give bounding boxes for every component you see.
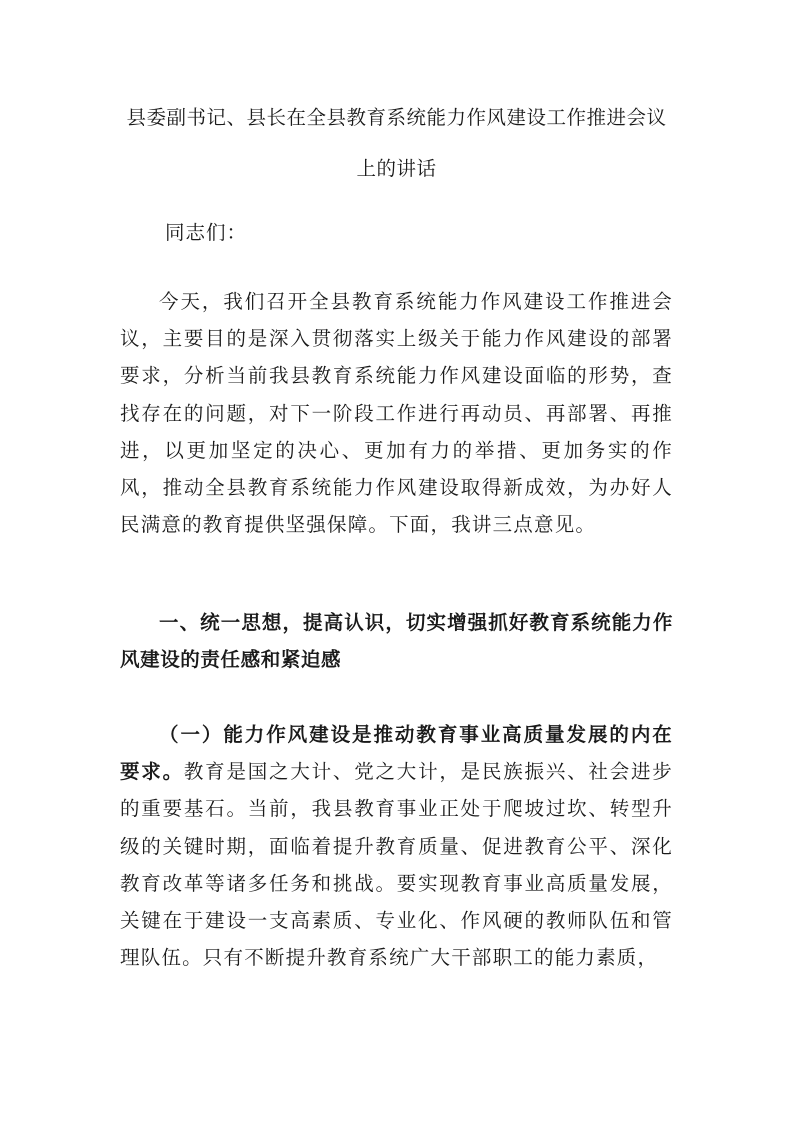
- subsection-heading-1-1: （一）能力作风建设是推动教育事业高质量发展的内在要求。: [120, 723, 673, 784]
- body-paragraph-intro: 今天，我们召开全县教育系统能力作风建设工作推进会议，主要目的是深入贯彻落实上级关于能力作风建设的部署要求，分析当前我县教育系统能力作风建设面临的形势，查找存在的问题，对下一阶段工作进行再动员、再部署、再推进，以更加坚定的决心、更加有力的举措、更加务实的作风，推动全县教育系统能力作风建设取得新成效，为办好人民满意的教育提供坚强保障。下面，我讲三点意见。: [120, 290, 673, 537]
- section-heading-1: 一、统一思想，提高认识，切实增强抓好教育系统能力作风建设的责任感和紧迫感: [120, 611, 673, 672]
- body-paragraph-1-1: [120, 716, 673, 976]
- subsection-body-1-1: 教育是国之大计、党之大计，是民族振兴、社会进步的重要基石。当前，我县教育事业正处于爬坡过坎、转型升级的关键时期，面临着提升教育质量、促进教育公平、深化教育改革等诸多任务和挑战。要实现教育事业高质量发展，关键在于建设一支高素质、专业化、作风硬的教师队伍和管理队伍。只有不断提升教育系统广大干部职工的能力素质，: [120, 760, 673, 970]
- document-title: 县委副书记、县长在全县教育系统能力作风建设工作推进会议上的讲话: [126, 106, 667, 180]
- salutation: 同志们：: [165, 221, 248, 244]
